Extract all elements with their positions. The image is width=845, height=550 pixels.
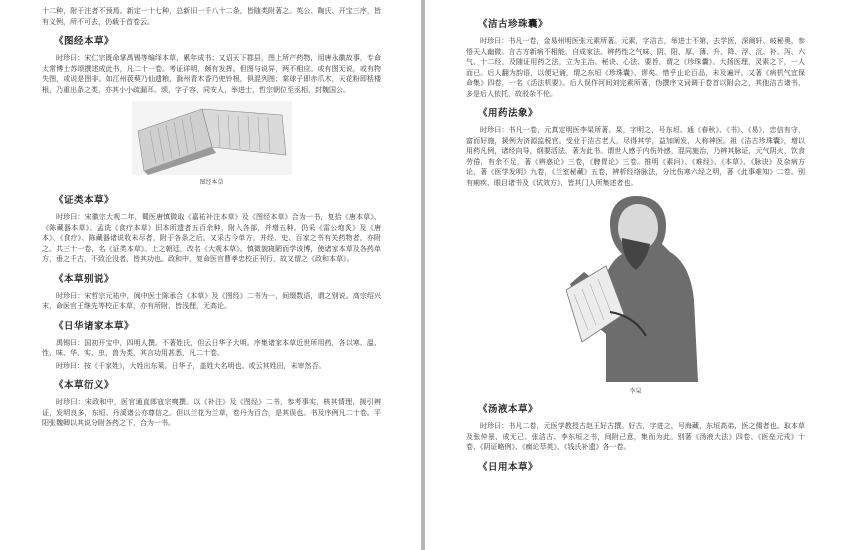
section-body-tujing: 时珍曰：宋仁宗既命掌禹锡等编绎本草，累年成书；又诏天下郡县，图上所产药物，用唐永徽故事，专命太常博士苏颂撰述成此书，凡二十一卷。考证详明，颇有发挥。但图与说异，两不相应。或有图无说，或有物失图，或说是图非。如江州菝葜乃仙遗粮，滁州青木香乃兜铃根，俱混列图；棠球子即赤爪木，天花粉即栝楼根，乃重出条之类，亦其小小疏漏耳。颂，字子容，同安人，举进士，哲宗朝位至丞相，封魏国公。 — [42, 54, 381, 94]
section-body-rihua-2: 时珍曰：按《千家姓》，大姓出东莱。日华子，盖姓大名明也。或云其姓田，未审然否。 — [56, 361, 326, 370]
section-title-yanyi: 《本草衍义》 — [54, 380, 115, 391]
old-book-image — [132, 101, 292, 175]
section-body-biesuo: 时珍曰：宋哲宗元祐中，阆中医士陈承合《本草》及《图经》二书为一，间缀数语，谓之别说。高宗绍兴末，命医官王继先等校正本草，亦有所附，皆浅俚，无高论。 — [42, 291, 381, 310]
left-page-content — [42, 6, 381, 431]
section-body-yongyaofaxiang: 时珍曰：书凡一卷，元真定明医李杲所著。杲，字明之，号东垣。通《春秋》、《书》、《易》，忠信有守，富而好施，援例为济源监税官。受业于洁古老人，尽得其学，益加阐发，人称神医。祖《洁古珍珠囊》，增以用药凡例，诸经向导，纲要活法，著为此书。谓世人感于内伤外感，混同施治，乃辨其脉证，元气阴火，饮食劳倦，有余不足，著《辨惑论》三卷，《脾胃论》三卷。推明《素问》、《难经》、《本草》、《脉诀》及杂病方论，著《医学发明》九卷，《兰室秘藏》五卷，辨析经络脉法，分比伤寒六经之明，著《此事难知》二卷。别有痢疾、眼目诸书及《试效方》，皆其门人所集述者也。 — [466, 126, 805, 187]
right-page — [425, 0, 845, 550]
figure-tujing-book — [42, 101, 381, 186]
section-body-yanyi: 时珍曰：宋政和中，医官通直郎寇宗奭撰。以《补注》及《图经》二书，参考事实，核其情理，援引辨证，发明良多，东垣、丹溪诸公亦尊信之。但以兰花为兰草，卷丹为百合，是其误也。书及序例凡二十卷。平阳张魏卿以其说分附各药之下，合为一书。 — [42, 398, 381, 427]
left-page — [0, 0, 421, 550]
scholar-portrait-image — [566, 194, 706, 384]
section-body-rihua-1: 禹锡曰：国初开宝中，四明人撰。不著姓氏，但云日华子大明。序集诸家本草近世所用药，各以寒、温、性、味、华、实、虫、兽为类，其言功用甚悉，凡二十卷。 — [42, 338, 381, 357]
section-title-yongyaofaxiang: 《用药法象》 — [478, 108, 539, 119]
section-title-zhenglei: 《证类本草》 — [54, 195, 115, 206]
section-title-biesuo: 《本草别说》 — [54, 273, 115, 285]
section-title-rihua: 《日华诸家本草》 — [54, 320, 135, 332]
section-title-tangye: 《汤液本草》 — [478, 404, 539, 415]
section-title-tujing: 《图经本草》 — [54, 36, 115, 47]
section-title-riyong: 《日用本草》 — [478, 461, 539, 473]
right-page-content — [466, 10, 805, 479]
figure-li-gao-portrait — [466, 194, 805, 395]
intro-paragraph: 十二种，附于注者不预焉。新定一十七种，总新旧一千八十二条，皆随类附著之。英公、陶氏、开宝三序，皆有义例，所不可去，仍载于首卷云。 — [42, 7, 381, 26]
figure-caption-tujing: 图经本草 — [199, 179, 224, 186]
section-body-zhenzhunang: 时珍曰：书凡一卷，金易州明医张元素所著。元素，字洁古，举进士不第，去学医，深阐轩、岐秘奥，参悟天人幽微。言古方新病不相能，自成家法。辨药性之气味、阴、阳、厚、薄、升、降、浮、沉、补、泻、六气、十二经，及随证用药之法，立为主治、秘诀、心法、要旨，谓之《珍珠囊》。大扬医理，灵素之下，一人而已。后人翻为韵语，以便记诵，谓之东垣《珍珠囊》，谬矣。惜乎止论百品，未及遍评。又著《病机气宜保命集》四卷，一名《活法机要》。后人误作河间刘完素所著，伪撰序文词调于卷首以附会之，其他洁古诸书，多是后人依托，故驳杂不伦。 — [466, 37, 805, 98]
section-body-tangye: 时珍曰：书凡二卷，元医学教授古赵王好古撰。好古，字进之，号海藏，东垣高弟，医之儒者也。取本草及张仲景、成无己、张洁古、李东垣之书，间附己意，集而为此。别著《汤液大法》四卷、《医垒元戎》十卷、《阴证略例》、《癍论萃英》、《钱氏补遗》各一卷。 — [466, 422, 805, 451]
section-body-zhenglei: 时珍曰：宋徽宗大观二年，蜀医唐慎微取《嘉祐补注本草》及《图经本草》合为一书，复拾《唐本草》、《陈藏器本草》、孟诜《食疗本草》旧本所遗者五百余种，附入各部，并增五种。仍采《雷公炮炙》及《唐本》、《食疗》、陈藏器诸说收未尽者，附于各条之后。又采古今单方，并经、史、百家之书有关药物者，亦附之。共三十一卷，名《证类本草》。上之朝廷，改名《大观本草》。慎微貌寝陋而学该博，使诸家本草及各药单方，垂之千古，不致沦没者，皆其功也。政和中，复命医官曹孝忠校正刊行，故又谓之《政和本草》。 — [42, 213, 381, 263]
figure-caption-li-gao: 李杲 — [629, 388, 642, 395]
section-title-zhenzhunang: 《洁古珍珠囊》 — [478, 19, 549, 30]
